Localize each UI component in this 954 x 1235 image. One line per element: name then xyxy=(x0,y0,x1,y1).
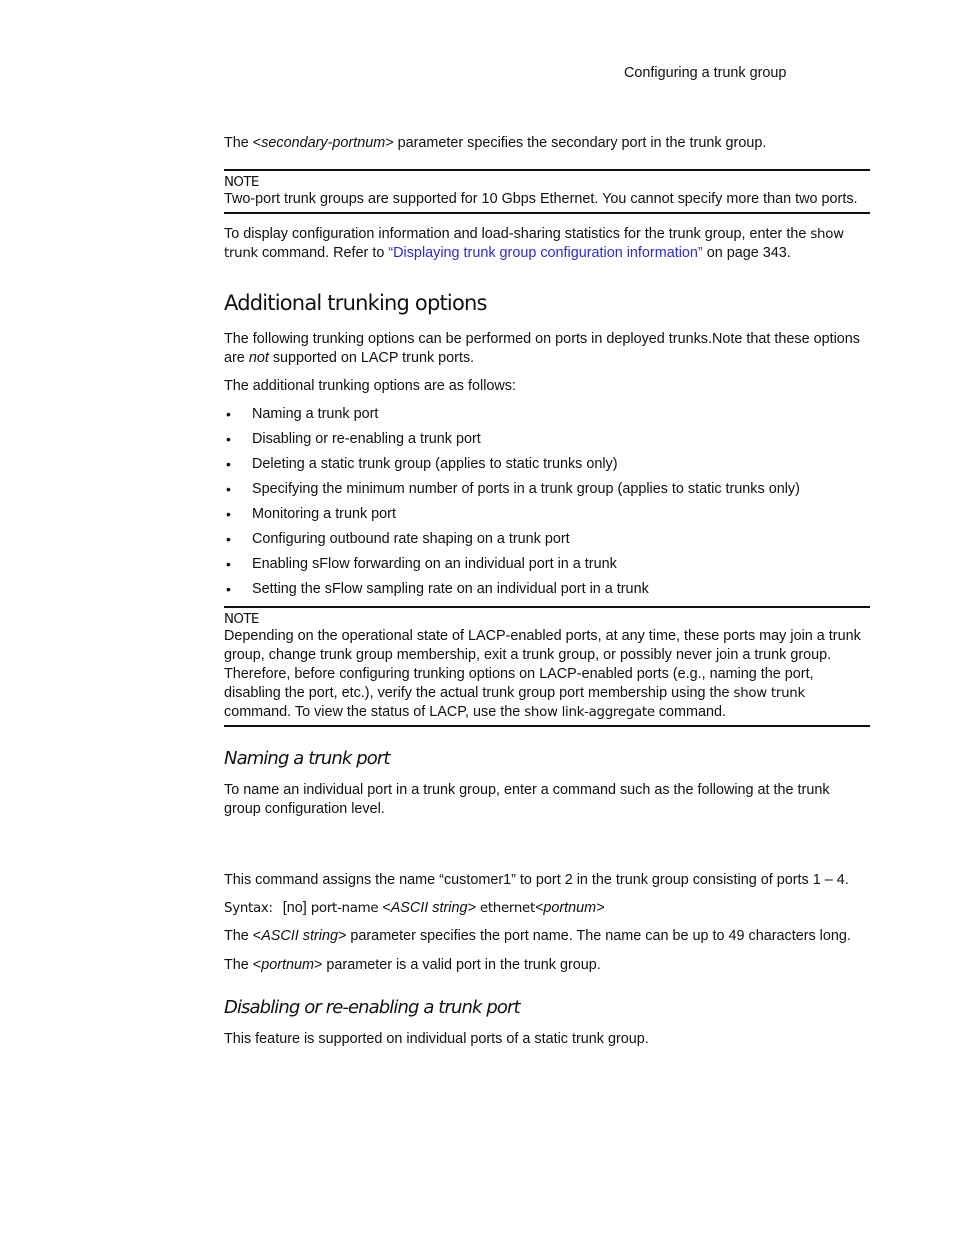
list-item-text: Enabling sFlow forwarding on an individual port in a trunk xyxy=(252,556,617,572)
command-show: show xyxy=(810,227,844,242)
note-text: Depending on the operational state of LACP-enabled ports, at any time, these ports may join a trunk group, change trunk group membership, exit a trunk group, or possibly never join a trunk group. Therefore, before configuring trunking options on LACP-enabled ports (e.g., naming the port, disabling the port, etc.), verify the actual trunk group port membership using the show trunk command. To view the status of LACP, use the show link-aggregate command. xyxy=(224,628,861,720)
page-content xyxy=(224,134,870,1049)
syntax-command-port-name: port-name xyxy=(310,901,379,916)
list-item-text: Configuring outbound rate shaping on a trunk port xyxy=(252,531,570,547)
bullet-icon: • xyxy=(226,506,231,522)
display-config-paragraph: To display configuration information and load-sharing statistics for the trunk group, enter the show trunk command. Refer to “Displaying trunk group configuration information” on page 343. xyxy=(224,226,844,261)
list-item-text: Setting the sFlow sampling rate on an individual port in a trunk xyxy=(252,581,649,597)
note-label: NOTE xyxy=(224,175,259,190)
list-item-text: Naming a trunk port xyxy=(252,406,379,422)
bullet-icon: • xyxy=(226,456,231,472)
naming-intro-paragraph: To name an individual port in a trunk group, enter a command such as the following at the trunk group configuration level. xyxy=(224,782,830,817)
bullet-icon: • xyxy=(226,556,231,572)
command-show-link-aggregate: show link-aggregate xyxy=(524,705,655,720)
disabling-intro-paragraph: This feature is supported on individual ports of a static trunk group. xyxy=(224,1031,649,1047)
note-text: Two-port trunk groups are supported for 10 Gbps Ethernet. You cannot specify more than two ports. xyxy=(224,191,858,207)
list-item xyxy=(224,430,870,455)
subsection-heading-naming: Naming a trunk port xyxy=(224,748,390,769)
subsection-heading-disabling: Disabling or re-enabling a trunk port xyxy=(224,997,520,1018)
additional-options-lead: The additional trunking options are as follows: xyxy=(224,378,516,394)
syntax-label: Syntax: xyxy=(224,901,273,916)
list-item xyxy=(224,580,870,605)
list-item-text: Specifying the minimum number of ports in a trunk group (applies to static trunks only) xyxy=(252,481,800,497)
trunking-options-list xyxy=(224,405,870,605)
bullet-icon: • xyxy=(226,581,231,597)
ascii-string-paragraph: The <ASCII string> parameter specifies the port name. The name can be up to 49 characters long. xyxy=(224,928,851,944)
bullet-icon: • xyxy=(226,531,231,547)
list-item-text: Disabling or re-enabling a trunk port xyxy=(252,431,481,447)
running-header: Configuring a trunk group xyxy=(624,65,787,81)
syntax-command-ethernet: ethernet xyxy=(479,901,535,916)
list-item xyxy=(224,555,870,580)
list-item xyxy=(224,480,870,505)
bullet-icon: • xyxy=(226,406,231,422)
syntax-arg-portnum: <portnum> xyxy=(534,900,605,916)
note-box-lacp xyxy=(224,606,870,727)
note-label: NOTE xyxy=(224,612,259,627)
emphasis-not: not xyxy=(248,350,269,366)
list-item xyxy=(224,405,870,430)
additional-options-intro: The following trunking options can be performed on ports in deployed trunks.Note that these options are not supported on LACP trunk ports. xyxy=(224,331,860,366)
secondary-portnum-paragraph: The <secondary-portnum> parameter specifies the secondary port in the trunk group. xyxy=(224,135,767,151)
syntax-no: [no] xyxy=(282,900,307,916)
param-ascii-string: ASCII string xyxy=(261,928,338,944)
param-portnum: portnum xyxy=(261,957,314,973)
naming-description-paragraph: This command assigns the name “customer1” to port 2 in the trunk group consisting of ports 1 – 4. xyxy=(224,872,849,888)
list-item xyxy=(224,505,870,530)
command-trunk: trunk xyxy=(224,246,258,261)
bullet-icon: • xyxy=(226,481,231,497)
syntax-arg-ascii-string: <ASCII string> xyxy=(382,900,476,916)
bullet-icon: • xyxy=(226,431,231,447)
cross-reference-link[interactable]: “Displaying trunk group configuration information” xyxy=(388,245,703,261)
section-heading-additional-trunking: Additional trunking options xyxy=(224,291,487,315)
list-item xyxy=(224,455,870,480)
list-item xyxy=(224,530,870,555)
portnum-paragraph: The <portnum> parameter is a valid port in the trunk group. xyxy=(224,957,601,973)
command-show-trunk: show trunk xyxy=(733,686,805,701)
list-item-text: Monitoring a trunk port xyxy=(252,506,396,522)
param-secondary-portnum: secondary-portnum xyxy=(261,135,386,151)
note-box-two-port xyxy=(224,169,870,214)
list-item-text: Deleting a static trunk group (applies to static trunks only) xyxy=(252,456,618,472)
syntax-line xyxy=(224,899,870,918)
